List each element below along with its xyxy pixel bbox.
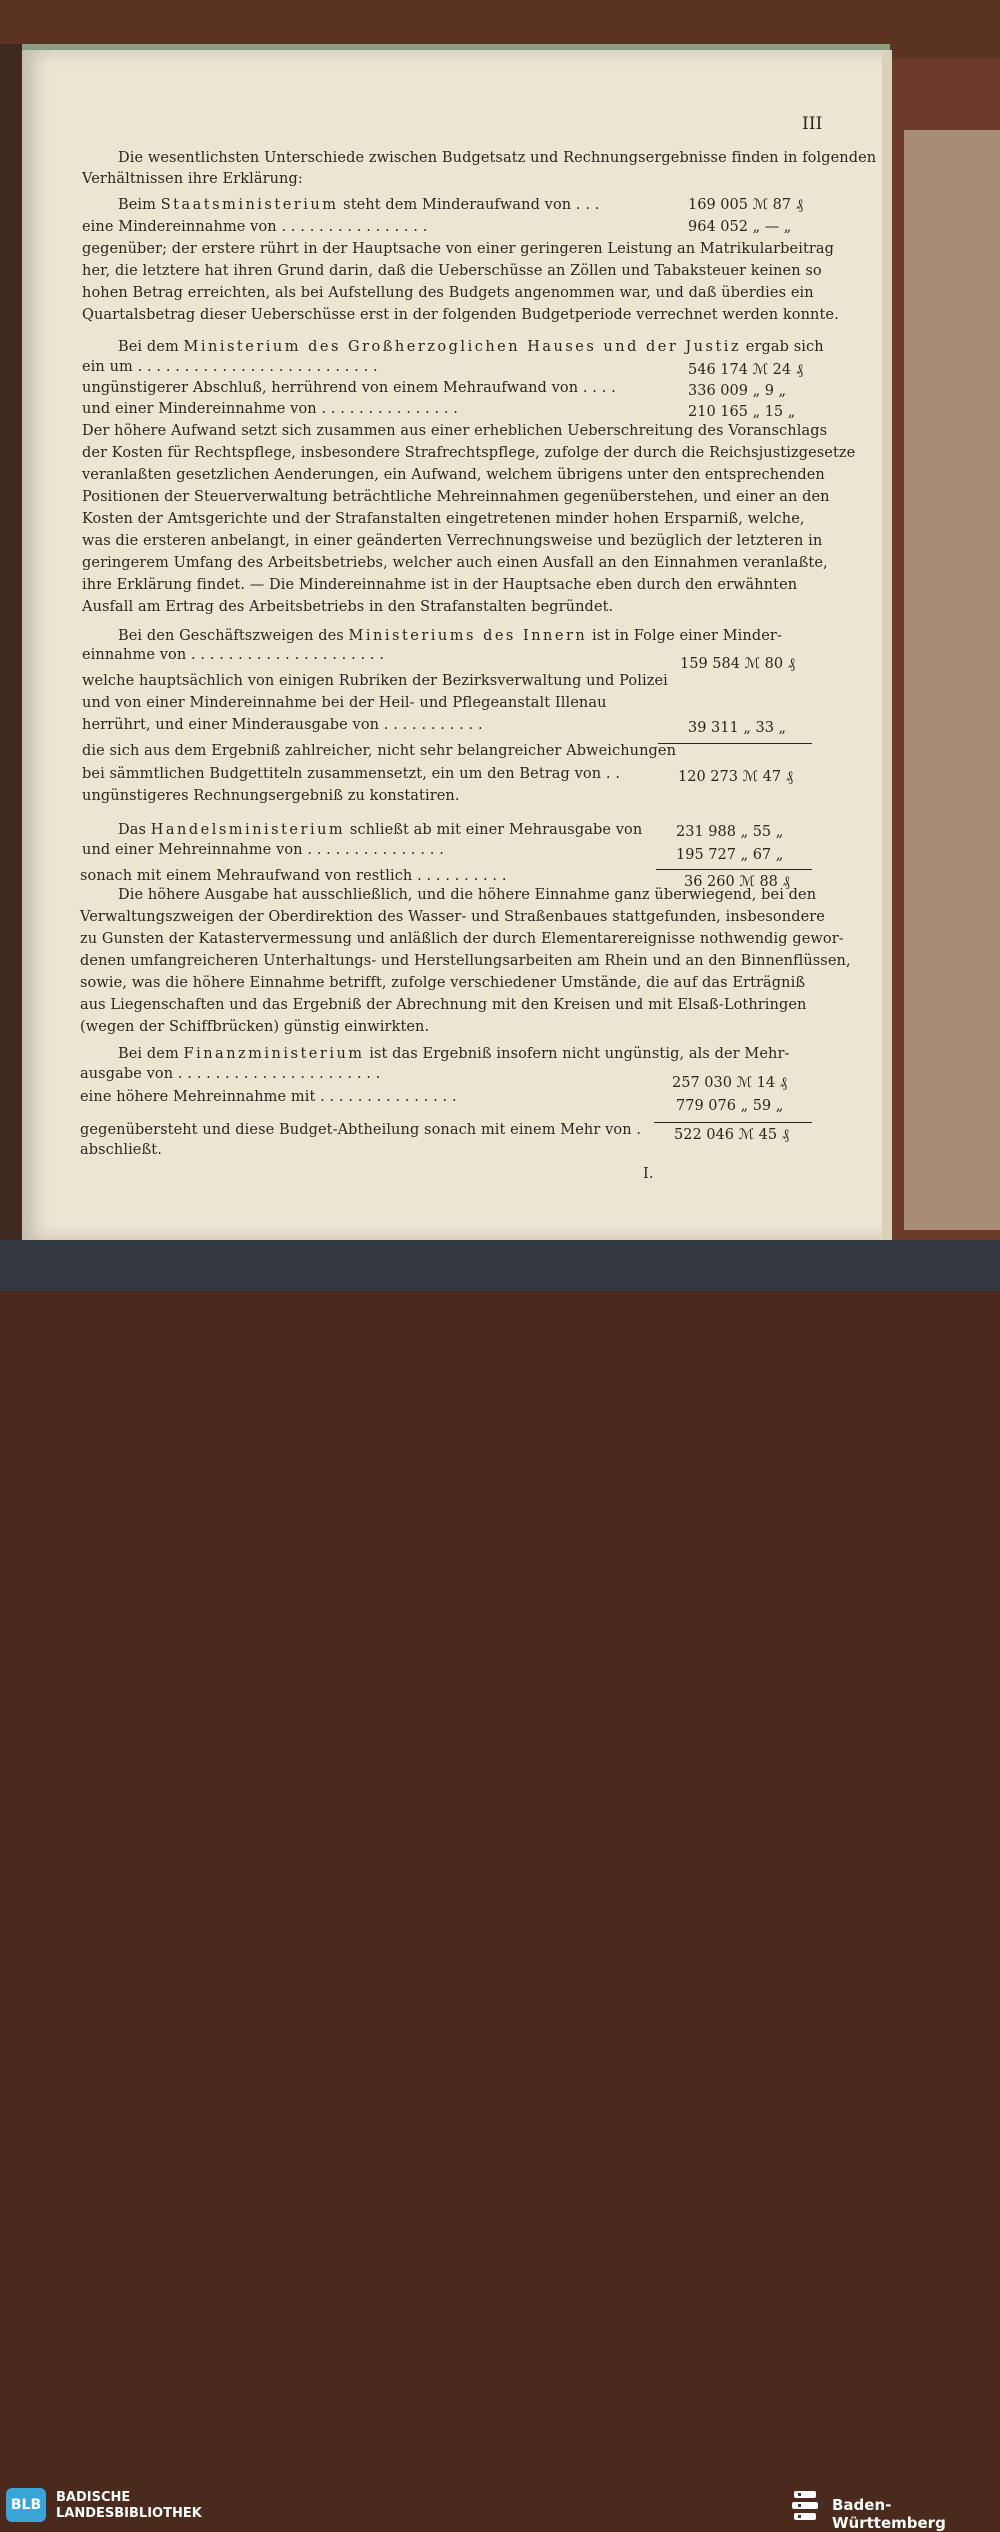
text-span: ist das Ergebniß insofern nicht ungünstig, als der Mehr- bbox=[369, 1046, 790, 1062]
text-line: ihre Erklärung findet. — Die Mindereinnahme ist in der Hauptsache eben durch den erwähnten bbox=[82, 577, 798, 593]
text-line bbox=[118, 820, 642, 842]
text-line: welche hauptsächlich von einigen Rubriken der Bezirksverwaltung und Polizei bbox=[82, 673, 668, 689]
text-line: abschließt. bbox=[80, 1142, 162, 1158]
text-line: ungünstigeres Rechnungsergebniß zu konstatiren. bbox=[82, 788, 460, 804]
library-name-line1: BADISCHE bbox=[56, 2490, 131, 2505]
text-line: Die wesentlichsten Unterschiede zwischen Budgetsatz und Rechnungsergebnisse finden in folgenden bbox=[118, 150, 877, 166]
text-line: eine höhere Mehreinnahme mit . . . . . . . . . . . . . . . bbox=[80, 1089, 457, 1105]
text-span: ist in Folge einer Minder- bbox=[591, 628, 782, 644]
signature-mark: I. bbox=[643, 1166, 654, 1182]
page-number: III bbox=[802, 114, 823, 134]
text-line: denen umfangreicheren Unterhaltungs- und Herstellungsarbeiten am Rhein und an den Binnenflüssen, bbox=[80, 953, 851, 969]
text-line: herrührt, und einer Minderausgabe von . . . . . . . . . . . bbox=[82, 717, 483, 733]
sum-rule bbox=[656, 869, 812, 870]
footer-bar bbox=[0, 1240, 1000, 2532]
text-line: ausgabe von . . . . . . . . . . . . . . . . . . . . . . bbox=[80, 1066, 381, 1082]
state-name[interactable]: Baden-Württemberg bbox=[832, 2496, 946, 2532]
three-lions-icon[interactable] bbox=[790, 2488, 822, 2524]
amount: 36 260 ℳ 88 ₰ bbox=[684, 874, 790, 890]
text-line bbox=[118, 1044, 790, 1066]
amount: 210 165 „ 15 „ bbox=[688, 404, 796, 420]
text-line: Positionen der Steuerverwaltung beträchtliche Mehreinnahmen gegenüberstehen, und einer an den bbox=[82, 489, 830, 505]
amount: 195 727 „ 67 „ bbox=[676, 847, 784, 863]
text-line: sowie, was die höhere Einnahme betrifft, zufolge verschiedener Umstände, die auf das Erträgniß bbox=[80, 975, 806, 991]
text-line: Der höhere Aufwand setzt sich zusammen aus einer erheblichen Ueberschreitung des Voranschlags bbox=[82, 423, 828, 439]
next-page-strip bbox=[904, 130, 1000, 1230]
library-name[interactable] bbox=[56, 2490, 202, 2522]
text-line: gegenüber; der erstere rührt in der Hauptsache von einer geringeren Leistung an Matrikularbeitrag bbox=[82, 241, 835, 257]
text-line: Quartalsbetrag dieser Ueberschüsse erst in der folgenden Budgetperiode verrechnet werden konnte. bbox=[82, 307, 839, 323]
ministry-name: Staatsministerium bbox=[160, 197, 339, 213]
text-line: Verwaltungszweigen der Oberdirektion des Wasser- und Straßenbaues stattgefunden, insbesondere bbox=[80, 909, 825, 925]
text-line: Die höhere Ausgabe hat ausschließlich, und die höhere Einnahme ganz überwiegend, bei den bbox=[118, 887, 817, 903]
text-line: und von einer Mindereinnahme bei der Heil- und Pflegeanstalt Illenau bbox=[82, 695, 607, 711]
text-line: hohen Betrag erreichten, als bei Aufstellung des Budgets angenommen war, und daß überdies ein bbox=[82, 285, 814, 301]
ministry-name: Handelsministerium bbox=[150, 822, 346, 838]
text-span: Bei dem bbox=[118, 339, 179, 355]
text-span: Bei dem bbox=[118, 1046, 179, 1062]
text-span: ergab sich bbox=[745, 339, 824, 355]
amount: 39 311 „ 33 „ bbox=[688, 720, 787, 736]
text-line: sonach mit einem Mehraufwand von restlich . . . . . . . . . . bbox=[80, 868, 507, 884]
text-line: Verhältnissen ihre Erklärung: bbox=[82, 171, 303, 187]
text-line: Kosten der Amtsgerichte und der Strafanstalten eingetretenen minder hohen Ersparniß, welche, bbox=[82, 511, 805, 527]
amount: 336 009 „ 9 „ bbox=[688, 383, 787, 399]
text-line: Ausfall am Ertrag des Arbeitsbetriebs in den Strafanstalten begründet. bbox=[82, 599, 614, 615]
amount: 779 076 „ 59 „ bbox=[676, 1098, 784, 1114]
text-span: schließt ab mit einer Mehrausgabe von bbox=[349, 822, 643, 838]
amount: 231 988 „ 55 „ bbox=[676, 824, 784, 840]
text-span: Beim bbox=[118, 197, 157, 213]
text-span: steht dem Minderaufwand von . . . bbox=[343, 197, 600, 213]
blb-logo[interactable]: BLB bbox=[6, 2488, 46, 2522]
amount: 169 005 ℳ 87 ₰ bbox=[688, 197, 803, 213]
text-line: gegenübersteht und diese Budget-Abtheilung sonach mit einem Mehr von . bbox=[80, 1122, 642, 1138]
amount: 257 030 ℳ 14 ₰ bbox=[672, 1075, 787, 1091]
amount: 964 052 „ — „ bbox=[688, 219, 792, 235]
text-line: ein um . . . . . . . . . . . . . . . . . . . . . . . . . . bbox=[82, 359, 378, 375]
amount: 120 273 ℳ 47 ₰ bbox=[678, 769, 793, 785]
text-line bbox=[118, 195, 599, 217]
text-line: veranlaßten gesetzlichen Aenderungen, ein Aufwand, welchem übrigens unter den entsprechenden bbox=[82, 467, 825, 483]
text-line: (wegen der Schiffbrücken) günstig einwirkten. bbox=[80, 1019, 430, 1035]
scanned-book-page bbox=[0, 0, 1000, 1240]
text-line bbox=[118, 337, 824, 359]
text-line: die sich aus dem Ergebniß zahlreicher, nicht sehr belangreicher Abweichungen bbox=[82, 743, 677, 759]
amount: 522 046 ℳ 45 ₰ bbox=[674, 1127, 789, 1143]
text-line: ungünstigerer Abschluß, herrührend von einem Mehraufwand von . . . . bbox=[82, 380, 616, 396]
text-line: einnahme von . . . . . . . . . . . . . . . . . . . . . bbox=[82, 647, 385, 663]
text-line: und einer Mehreinnahme von . . . . . . . . . . . . . . . bbox=[82, 842, 444, 858]
text-span: Das bbox=[118, 822, 147, 838]
sum-rule bbox=[658, 743, 812, 744]
ministry-name: Ministerium des Großherzoglichen Hauses und der Justiz bbox=[183, 339, 742, 355]
sum-rule bbox=[654, 1122, 812, 1123]
text-line: geringerem Umfang des Arbeitsbetriebs, welcher auch einen Ausfall an den Einnahmen veranlaßte, bbox=[82, 555, 828, 571]
text-line: her, die letztere hat ihren Grund darin, daß die Ueberschüsse an Zöllen und Tabaksteuer keinen so bbox=[82, 263, 822, 279]
text-line: bei sämmtlichen Budgettiteln zusammensetzt, ein um den Betrag von . . bbox=[82, 766, 621, 782]
amount: 159 584 ℳ 80 ₰ bbox=[680, 656, 795, 672]
book-cover-left bbox=[0, 44, 22, 1240]
text-span: Bei den Geschäftszweigen des bbox=[118, 628, 344, 644]
page-right-edge bbox=[882, 52, 892, 1240]
text-line: eine Mindereinnahme von . . . . . . . . . . . . . . . . bbox=[82, 219, 428, 235]
text-line: aus Liegenschaften und das Ergebniß der Abrechnung mit den Kreisen und mit Elsaß-Lothringen bbox=[80, 997, 807, 1013]
amount: 546 174 ℳ 24 ₰ bbox=[688, 362, 803, 378]
ministry-name: Finanzministerium bbox=[183, 1046, 365, 1062]
text-line: und einer Mindereinnahme von . . . . . . . . . . . . . . . bbox=[82, 401, 459, 417]
text-line: was die ersteren anbelangt, in einer geänderten Verrechnungsweise und bezüglich der letzteren in bbox=[82, 533, 823, 549]
library-name-line2: LANDESBIBLIOTHEK bbox=[56, 2506, 202, 2521]
text-line: der Kosten für Rechtspflege, insbesondere Strafrechtspflege, zufolge der durch die Reichsjustizgesetze bbox=[82, 445, 856, 461]
text-line: zu Gunsten der Katastervermessung und anläßlich der durch Elementarereignisse nothwendig gewor- bbox=[80, 931, 844, 947]
ministry-name: Ministeriums des Innern bbox=[348, 628, 588, 644]
